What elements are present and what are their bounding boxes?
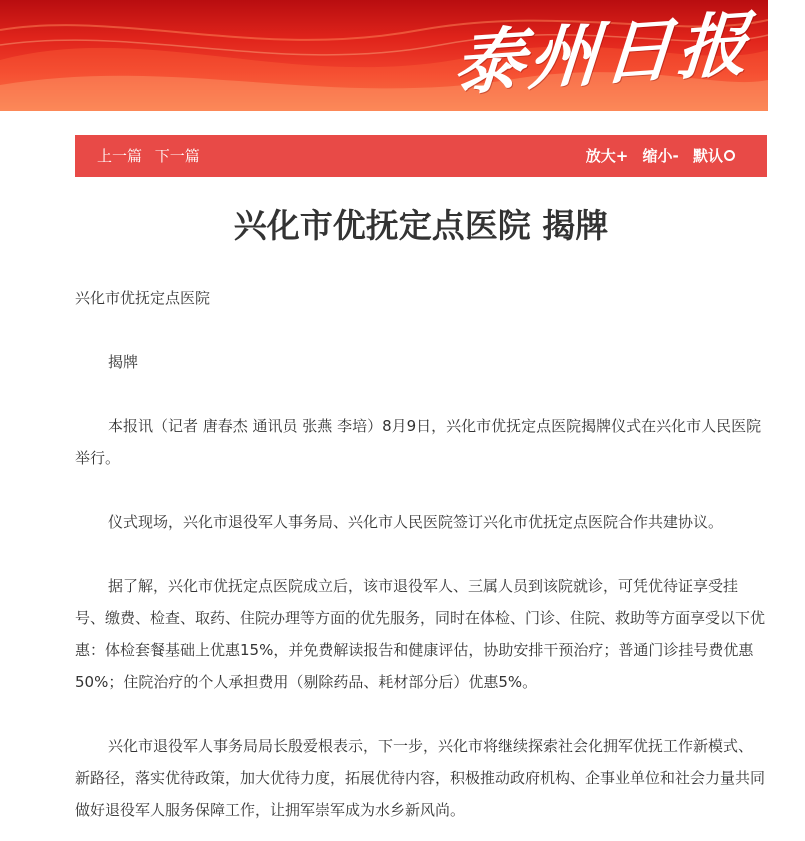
masthead-logo: 泰州日报 xyxy=(451,1,756,106)
zoom-in-button[interactable]: 放大+ xyxy=(585,147,629,165)
zoom-controls xyxy=(577,135,735,177)
reset-circle-icon xyxy=(724,150,735,161)
zoom-reset-button[interactable] xyxy=(693,147,735,165)
prev-article-link[interactable]: 上一篇 xyxy=(97,147,143,165)
zoom-out-button[interactable]: 缩小- xyxy=(642,147,679,165)
article-paragraph: 兴化市优抚定点医院 xyxy=(75,289,211,307)
article-nav xyxy=(97,135,208,177)
article-paragraph: 兴化市退役军人事务局局长殷爱根表示，下一步，兴化市将继续探索社会化拥军优抚工作新模式、新路径，落实优待政策，加大优待力度，拓展优待内容，积极推动政府机构、企事业单位和社会力量共同做好退役军人服务保障工作，让拥军崇军成为水乡新风尚。 xyxy=(75,737,766,819)
article-paragraph-spacer xyxy=(75,378,767,410)
article-toolbar xyxy=(75,135,767,177)
article-paragraph-spacer xyxy=(75,698,767,730)
article-paragraph-spacer xyxy=(75,538,767,570)
article-title: 兴化市优抚定点医院 揭牌 xyxy=(233,206,609,245)
article-paragraph-spacer xyxy=(75,474,767,506)
article-paragraph: 仪式现场，兴化市退役军人事务局、兴化市人民医院签订兴化市优抚定点医院合作共建协议。 xyxy=(108,513,724,531)
next-article-link[interactable]: 下一篇 xyxy=(154,147,200,165)
article-paragraph: 据了解，兴化市优抚定点医院成立后，该市退役军人、三属人员到该院就诊，可凭优待证享受挂号、缴费、检查、取药、住院办理等方面的优先服务，同时在体检、门诊、住院、救助等方面享受以下优惠：体检套餐基础上优惠15%，并免费解读报告和健康评估，协助安排干预治疗；普通门诊挂号费优惠50%；住院治疗的个人承担费用（剔除药品、耗材部分后）优惠5%。 xyxy=(75,577,766,691)
article-paragraph: 本报讯（记者 唐春杰 通讯员 张燕 李培）8月9日，兴化市优抚定点医院揭牌仪式在兴化市人民医院举行。 xyxy=(75,417,762,467)
article-body xyxy=(75,282,767,826)
header-banner xyxy=(0,0,768,111)
zoom-reset-label: 默认 xyxy=(692,147,723,165)
article-paragraph-spacer xyxy=(75,314,767,346)
article-paragraph: 揭牌 xyxy=(108,353,139,371)
